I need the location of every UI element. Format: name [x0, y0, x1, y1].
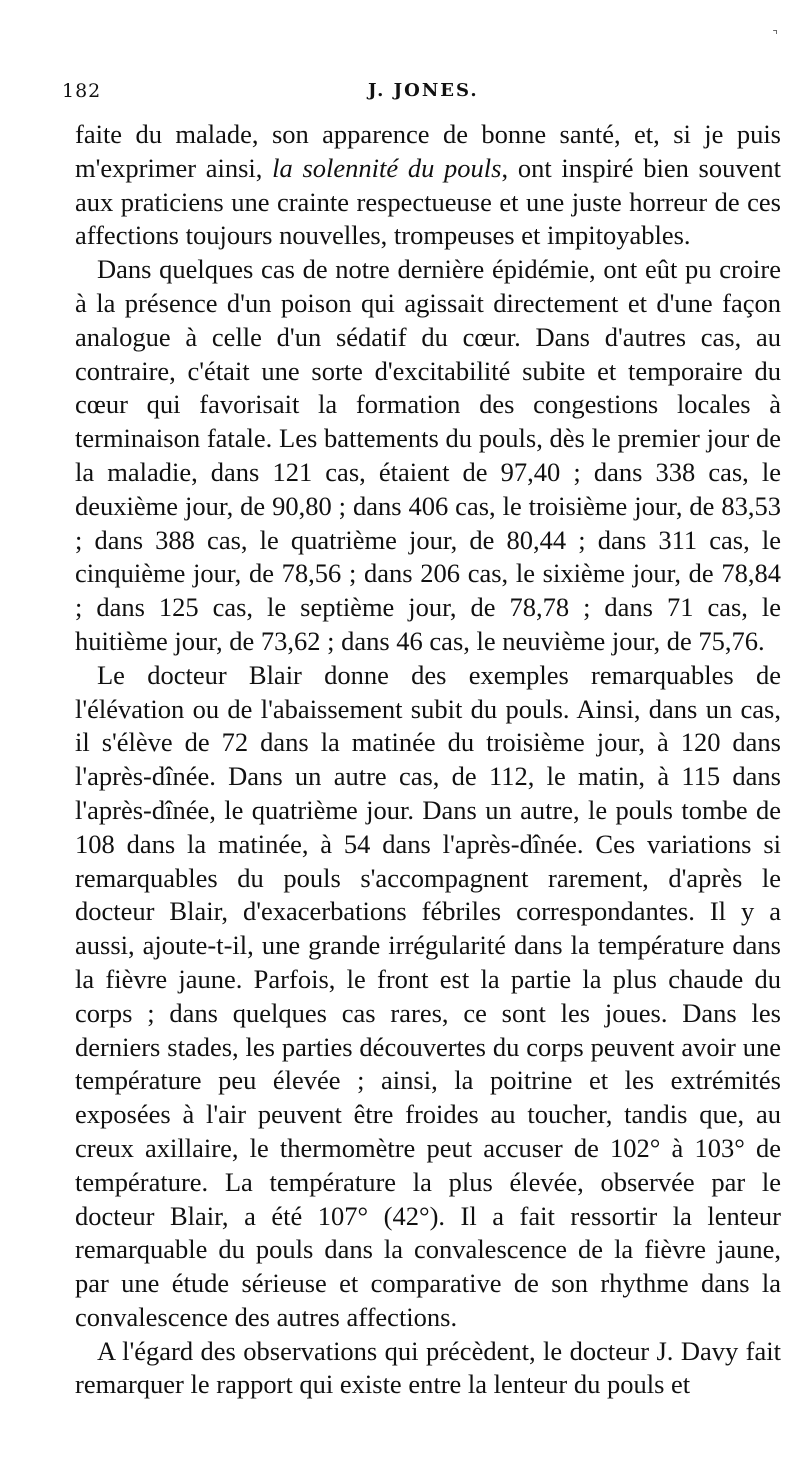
body-text	[75, 118, 781, 1402]
italic-phrase: la solennité du pouls	[272, 152, 502, 183]
page-header	[62, 80, 782, 106]
paragraph-3: Le docteur Blair donne des exemples remarquables de l'élévation ou de l'abaissement subit du pouls. Ainsi, dans un cas, il s'élève de 72 dans la matinée du troisième jour, à 120 dans l'après-dînée. Dans un autre cas, de 112, le matin, à 115 dans l'après-dînée, le quatrième jour. Dans un autre, le pouls tombe de 108 dans la matinée, à 54 dans l'après-dînée. Ces variations si remarquables du pouls s'accompagnent rarement, d'après le docteur Blair, d'exacerbations fébriles correspondantes. Il y a aussi, ajoute-t-il, une grande irrégularité dans la température dans la fièvre jaune. Parfois, le front est la partie la plus chaude du corps ; dans quelques cas rares, ce sont les joues. Dans les derniers stades, les parties découvertes du corps peuvent avoir une température peu élevée ; ainsi, la poitrine et les extrémités exposées à l'air peuvent être froides au toucher, tandis que, au creux axillaire, le thermomètre peut accuser de 102° à 103° de température. La température la plus élevée, observée par le docteur Blair, a été 107° (42°). Il a fait ressortir la lenteur remarquable du pouls dans la convalescence de la fièvre jaune, par une étude sérieuse et comparative de son rhythme dans la convalescence des autres affections.	[75, 659, 781, 1332]
paragraph-4: A l'égard des observations qui précèdent, le docteur J. Davy fait remarquer le rapport qui existe entre la lenteur du pouls et	[75, 1335, 781, 1400]
running-head: J. JONES.	[368, 80, 479, 101]
paragraph-1	[75, 118, 781, 253]
page-number: 182	[62, 80, 102, 102]
paragraph-2: Dans quelques cas de notre dernière épidémie, ont eût pu croire à la présence d'un poison qui agissait directement et d'une façon analogue à celle d'un sédatif du cœur. Dans d'autres cas, au contraire, c'était une sorte d'excitabilité subite et temporaire du cœur qui favorisait la formation des congestions locales à terminaison fatale. Les battements du pouls, dès le premier jour de la maladie, dans 121 cas, étaient de 97,40 ; dans 338 cas, le deuxième jour, de 90,80 ; dans 406 cas, le troisième jour, de 83,53 ; dans 388 cas, le quatrième jour, de 80,44 ; dans 311 cas, le cinquième jour, de 78,56 ; dans 206 cas, le sixième jour, de 78,84 ; dans 125 cas, le septième jour, de 78,78 ; dans 71 cas, le huitième jour, de 73,62 ; dans 46 cas, le neuvième jour, de 75,76.	[75, 254, 781, 656]
corner-mark: ⌝	[772, 28, 778, 42]
paragraph-1-text-end: , ont inspiré bien souvent aux praticiens une crainte respectueuse et une juste horreur de ces affections toujours nouvelles, trompeuses et impitoyables.	[75, 152, 781, 251]
paragraph-1-text-start: faite du malade, son apparence de bonne santé, et, si je puis m'exprimer ainsi,	[75, 119, 781, 183]
